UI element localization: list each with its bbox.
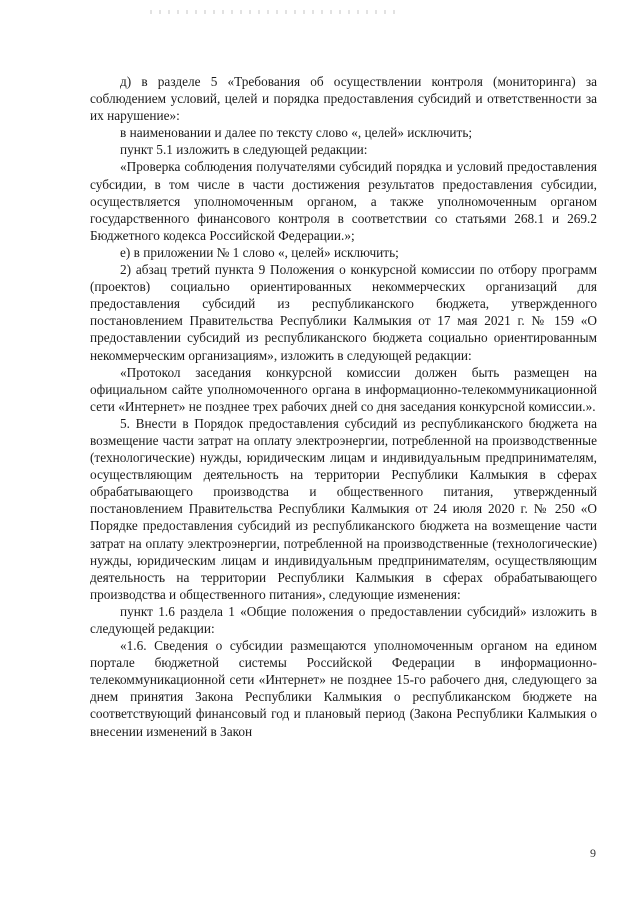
paragraph-2: 2) абзац третий пункта 9 Положения о конкурсной комиссии по отбору программ (проектов) социально ориентированных некоммерческих организаций для предоставления субсидий из республиканского бюджета, утвержденного постановлением Правительства Республики Калмыкия от 17 мая 2021 г. № 159 «О предоставлении субсидий из республиканского бюджета социально ориентированным некоммерческим организациям», изложить в следующей редакции: [90,262,597,363]
paragraph-5d-item2: пункт 5.1 изложить в следующей редакции: [120,142,368,158]
paragraph-quote-5-1: «Проверка соблюдения получателями субсидий порядка и условий предоставления субсидии, в том числе в части достижения результатов предоставления субсидии, осуществляется уполномоченным органом, а также уполномоченным органом государственного финансового контроля в соответствии со статьями 268.1 и 269.2 Бюджетного кодекса Российской Федерации.»; [90,159,597,243]
paragraph-quote-1-6: «1.6. Сведения о субсидии размещаются уполномоченным органом на едином портале бюджетной системы Российской Федерации в информационно-телекоммуникационной сети «Интернет» не позднее 15-го рабочего дня, следующего за днем принятия Закона Республики Калмыкия о республиканском бюджете на соответствующий финансовый год и плановый период (Закона Республики Калмыкия о внесении изменений в Закон [90,638,597,739]
document-body [90,73,597,740]
page-number: 9 [590,846,596,860]
paragraph-5d-item1: в наименовании и далее по тексту слово «, целей» исключить; [120,125,473,141]
paragraph-1-6: пункт 1.6 раздела 1 «Общие положения о предоставлении субсидий» изложить в следующей редакции: [90,603,597,636]
paragraph-5d: д) в разделе 5 «Требования об осуществлении контроля (мониторинга) за соблюдением условий, целей и порядка предоставления субсидий и ответственности за их нарушение»: [90,74,597,124]
paragraph-quote-protocol: «Протокол заседания конкурсной комиссии должен быть размещен на официальном сайте уполномоченного органа в информационно-телекоммуникационной сети «Интернет» не позднее трех рабочих дней со дня заседания конкурсной комиссии.». [90,364,597,414]
paragraph-5: 5. Внести в Порядок предоставления субсидий из республиканского бюджета на возмещение части затрат на оплату электроэнергии, потребленной на производственные (технологические) нужды, юридическим лицам и индивидуальным предпринимателям, осуществляющим деятельность на территории Республики Калмыкия в сферах обрабатывающего производства и общественного питания, утвержденный постановлением Правительства Республики Калмыкия от 24 июля 2020 г. № 250 «О Порядке предоставления субсидий из республиканского бюджета на возмещение части затрат на оплату электроэнергии, потребленной на производственные (технологические) нужды, юридическим лицам и индивидуальным предпринимателям, осуществляющим деятельность на территории Республики Калмыкия в сферах обрабатывающего производства и общественного питания», следующие изменения: [90,415,597,602]
scan-artifact [150,10,400,14]
paragraph-e: е) в приложении № 1 слово «, целей» исключить; [120,244,399,260]
